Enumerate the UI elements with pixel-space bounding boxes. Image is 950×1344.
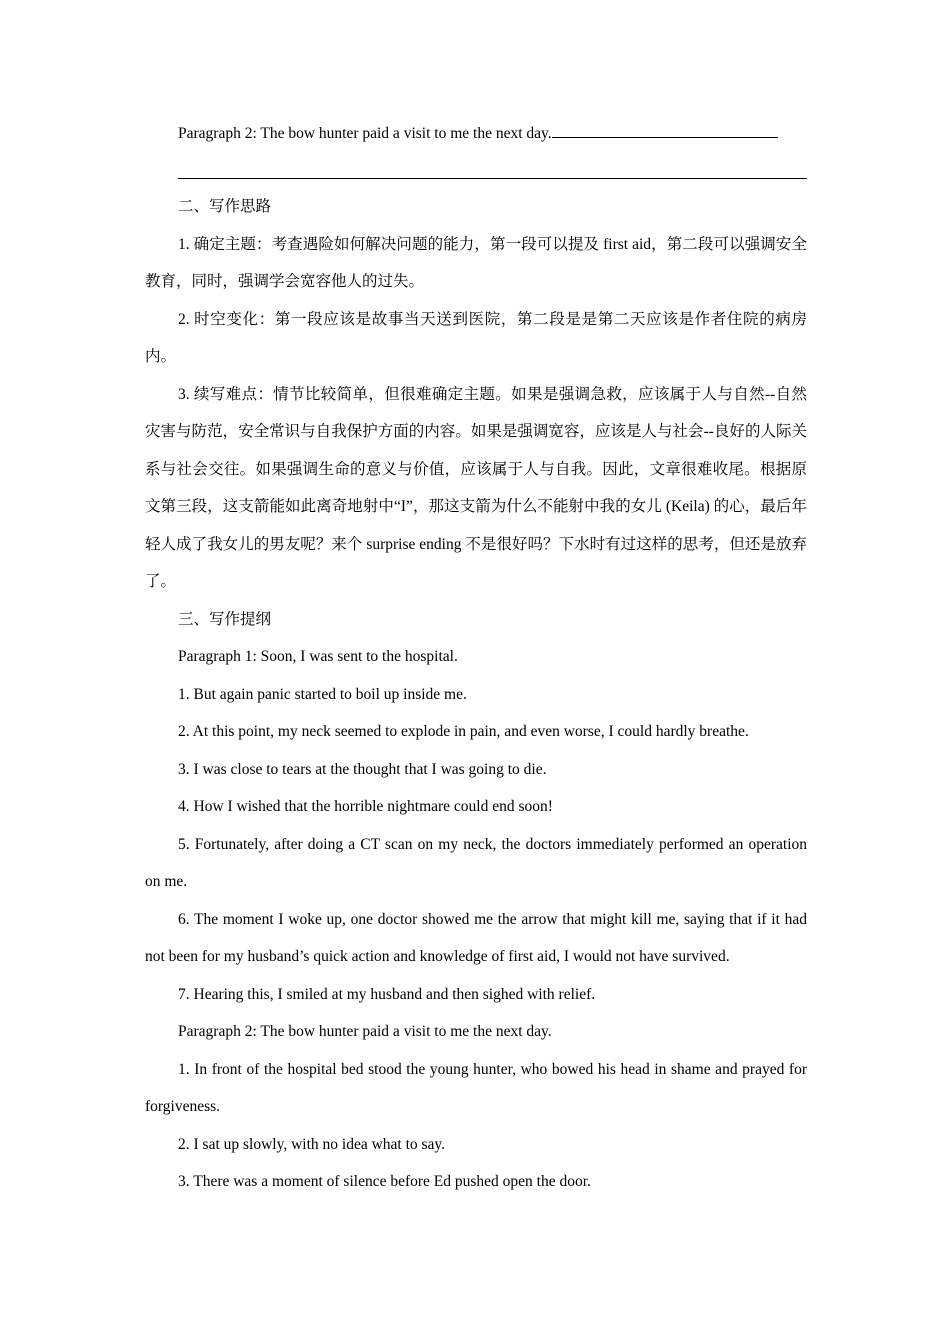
- answer-full-line[interactable]: [178, 150, 807, 179]
- paragraph1-item-2: 2. At this point, my neck seemed to explode in pain, and even worse, I could hardly breathe.: [178, 723, 749, 740]
- section3-heading: 三、写作提纲: [178, 610, 272, 628]
- paragraph1-item-5: 5. Fortunately, after doing a CT scan on my neck, the doctors immediately performed an operation on me.: [145, 835, 807, 890]
- paragraph2-item-2: 2. I sat up slowly, with no idea what to say.: [178, 1135, 446, 1153]
- continuation-prompt: [145, 118, 807, 150]
- paragraph1-item-3: 3. I was close to tears at the thought that I was going to die.: [178, 760, 547, 778]
- paragraph1-item-7: 7. Hearing this, I smiled at my husband and then sighed with relief.: [178, 985, 596, 1003]
- paragraph2-item-1: 1. In front of the hospital bed stood the young hunter, who bowed his head in shame and prayed for forgiveness.: [145, 1060, 807, 1115]
- continuation-prompt-text: Paragraph 2: The bow hunter paid a visit to me the next day.: [178, 125, 552, 142]
- paragraph1-title: Paragraph 1: Soon, I was sent to the hospital.: [178, 648, 458, 665]
- section2-item-3: 3. 续写难点：情节比较简单，但很难确定主题。如果是强调急救，应该属于人与自然--自然灾害与防范，安全常识与自我保护方面的内容。如果是强调宽容，应该是人与社会--良好的人际关系与社会交往。如果强调生命的意义与价值，应该属于人与自我。因此，文章很难收尾。根据原文第三段，这支箭能如此离奇地射中“I”，那这支箭为什么不能射中我的女儿 (Keila) 的心，最后年轻人成了我女儿的男友呢？来个 surprise ending 不是很好吗？下水时有过这样的思考，但还是放弃了。: [145, 385, 807, 590]
- document-body: [145, 118, 807, 1201]
- paragraph1-item-1: 1. But again panic started to boil up inside me.: [178, 685, 467, 703]
- paragraph2-item-3: 3. There was a moment of silence before Ed pushed open the door.: [178, 1173, 591, 1190]
- paragraph1-item-6: 6. The moment I woke up, one doctor showed me the arrow that might kill me, saying that if it had not been for my husband’s quick action and knowledge of first aid, I would not have survived.: [145, 910, 807, 965]
- answer-blank-line[interactable]: [552, 123, 778, 138]
- section2-item-2: 2. 时空变化：第一段应该是故事当天送到医院，第二段是是第二天应该是作者住院的病房内。: [145, 310, 807, 365]
- section2-heading: 二、写作思路: [178, 198, 272, 215]
- section2-item-1: 1. 确定主题：考查遇险如何解决问题的能力，第一段可以提及 first aid，第二段可以强调安全教育，同时，强调学会宽容他人的过失。: [145, 235, 807, 290]
- paragraph2-title: Paragraph 2: The bow hunter paid a visit to me the next day.: [178, 1023, 552, 1040]
- paragraph1-item-4: 4. How I wished that the horrible nightmare could end soon!: [178, 798, 553, 815]
